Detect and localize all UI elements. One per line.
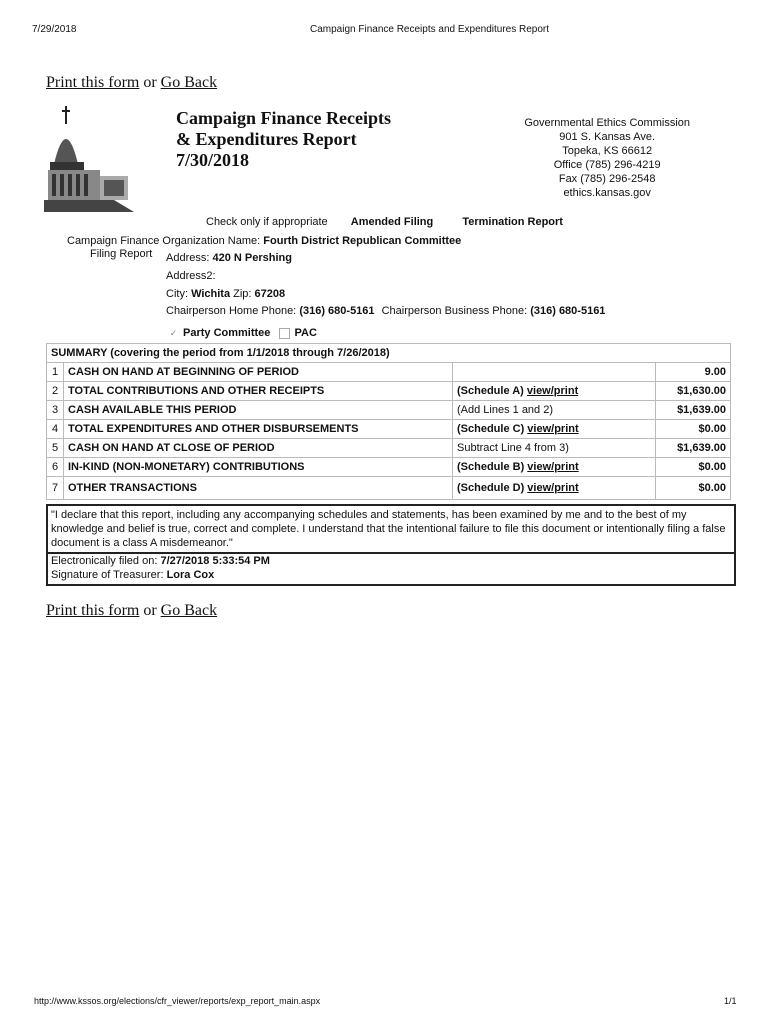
row-label: OTHER TRANSACTIONS — [64, 477, 453, 500]
nav-or: or — [143, 74, 157, 91]
filing-type-row — [206, 213, 563, 232]
row-amount: 9.00 — [656, 363, 731, 382]
committee-type-row — [168, 324, 317, 343]
row-schedule: Subtract Line 4 from 3) — [453, 439, 656, 458]
print-title: Campaign Finance Receipts and Expenditures Report — [310, 24, 550, 35]
row-label: CASH ON HAND AT CLOSE OF PERIOD — [64, 439, 453, 458]
row-label: IN-KIND (NON-MONETARY) CONTRIBUTIONS — [64, 458, 453, 477]
party-committee-label: Party Committee — [183, 327, 271, 339]
nav-top — [46, 74, 217, 92]
zip-value: 67208 — [254, 288, 286, 300]
filed-on-value: 7/27/2018 5:33:54 PM — [160, 555, 270, 567]
schedule-label: (Schedule B) — [457, 461, 525, 473]
address-row — [166, 249, 292, 268]
summary-heading-row — [47, 344, 731, 363]
commission-office: Office (785) 296-4219 — [553, 159, 661, 171]
summary-table — [46, 343, 731, 500]
party-committee-checkbox[interactable]: ✓ — [169, 327, 178, 338]
go-back-link[interactable]: Go Back — [160, 602, 218, 619]
efile-box — [46, 552, 736, 586]
row-number: 4 — [47, 420, 64, 439]
address-value: 420 N Pershing — [212, 252, 292, 264]
row-label: TOTAL CONTRIBUTIONS AND OTHER RECEIPTS — [64, 382, 453, 401]
row-number: 5 — [47, 439, 64, 458]
row-number: 6 — [47, 458, 64, 477]
report-date: 7/30/2018 — [176, 150, 250, 170]
row-amount: $0.00 — [656, 420, 731, 439]
business-phone-value: (316) 680-5161 — [530, 305, 606, 317]
row-schedule — [453, 477, 656, 500]
summary-heading: SUMMARY (covering the period from 1/1/2018 through 7/26/2018) — [47, 344, 731, 363]
schedule-c-view-print-link[interactable]: view/print — [527, 423, 579, 435]
signature-value: Lora Cox — [166, 569, 215, 581]
commission-fax: Fax (785) 296-2548 — [558, 173, 656, 185]
pac-label: PAC — [294, 327, 317, 339]
check-label: Check only if appropriate — [206, 216, 328, 228]
row-number: 3 — [47, 401, 64, 420]
print-form-link[interactable]: Print this form — [46, 74, 140, 91]
nav-or: or — [143, 602, 157, 619]
schedule-label: (Schedule D) — [457, 482, 525, 494]
report-title-line2: & Expenditures Report — [176, 129, 357, 149]
commission-street: 901 S. Kansas Ave. — [559, 131, 656, 143]
org-name-value: Fourth District Republican Committee — [263, 235, 462, 247]
row-schedule — [453, 382, 656, 401]
row-schedule — [453, 420, 656, 439]
home-phone-label: Chairperson Home Phone: — [166, 305, 297, 317]
signature-label: Signature of Treasurer: — [51, 569, 164, 581]
filed-on-label: Electronically filed on: — [51, 555, 158, 567]
commission-address — [524, 116, 690, 200]
phone-row — [166, 302, 605, 321]
commission-name: Governmental Ethics Commission — [524, 117, 690, 129]
business-phone-label: Chairperson Business Phone: — [381, 305, 528, 317]
schedule-label: (Schedule A) — [457, 385, 524, 397]
table-row — [47, 458, 731, 477]
table-row — [47, 401, 731, 420]
row-amount: $1,639.00 — [656, 401, 731, 420]
row-number: 2 — [47, 382, 64, 401]
address2-label: Address2: — [166, 270, 216, 282]
city-value: Wichita — [191, 288, 231, 300]
row-number: 7 — [47, 477, 64, 500]
table-row — [47, 477, 731, 500]
signature-row — [51, 568, 731, 582]
page-number: 1/1 — [724, 996, 737, 1006]
pac-checkbox[interactable] — [279, 328, 290, 339]
table-row — [47, 420, 731, 439]
address-label: Address: — [166, 252, 210, 264]
table-row — [47, 363, 731, 382]
row-label: CASH AVAILABLE THIS PERIOD — [64, 401, 453, 420]
filing-report-label: Filing Report — [90, 248, 153, 260]
filed-on-row — [51, 554, 731, 568]
row-label: CASH ON HAND AT BEGINNING OF PERIOD — [64, 363, 453, 382]
termination-report-option[interactable]: Termination Report — [462, 216, 563, 228]
commission-web: ethics.kansas.gov — [563, 187, 651, 199]
row-schedule — [453, 458, 656, 477]
capitol-icon — [44, 104, 142, 216]
row-label: TOTAL EXPENDITURES AND OTHER DISBURSEMENTS — [64, 420, 453, 439]
row-number: 1 — [47, 363, 64, 382]
home-phone-value: (316) 680-5161 — [299, 305, 375, 317]
report-title-line1: Campaign Finance Receipts — [176, 108, 391, 128]
schedule-label: (Schedule C) — [457, 423, 525, 435]
table-row — [47, 439, 731, 458]
amended-filing-option[interactable]: Amended Filing — [350, 216, 434, 228]
address2-row — [166, 267, 216, 286]
print-date: 7/29/2018 — [32, 24, 77, 35]
row-amount: $0.00 — [656, 458, 731, 477]
row-schedule: (Add Lines 1 and 2) — [453, 401, 656, 420]
nav-bottom — [46, 602, 217, 620]
print-form-link[interactable]: Print this form — [46, 602, 140, 619]
schedule-d-view-print-link[interactable]: view/print — [527, 482, 579, 494]
ethics-logo — [44, 104, 142, 216]
declaration-text: "I declare that this report, including any accompanying schedules and statements, has been examined by me and to the best of my knowledge and belief is true, correct and complete. I understand that the intentional failure to file this document or intentionally filing a false document is a class A misdemeanor." — [46, 504, 736, 554]
org-name-label: Campaign Finance Organization Name: — [67, 235, 261, 247]
report-title — [176, 108, 391, 171]
row-amount: $1,630.00 — [656, 382, 731, 401]
city-label: City: — [166, 288, 188, 300]
commission-city: Topeka, KS 66612 — [562, 145, 653, 157]
go-back-link[interactable]: Go Back — [160, 74, 218, 91]
schedule-a-view-print-link[interactable]: view/print — [526, 385, 579, 397]
table-row — [47, 382, 731, 401]
row-schedule — [453, 363, 656, 382]
row-amount: $1,639.00 — [656, 439, 731, 458]
zip-label: Zip: — [233, 288, 252, 300]
page-url: http://www.kssos.org/elections/cfr_viewer/reports/exp_report_main.aspx — [34, 996, 321, 1006]
schedule-b-view-print-link[interactable]: view/print — [527, 461, 579, 473]
row-amount: $0.00 — [656, 477, 731, 500]
